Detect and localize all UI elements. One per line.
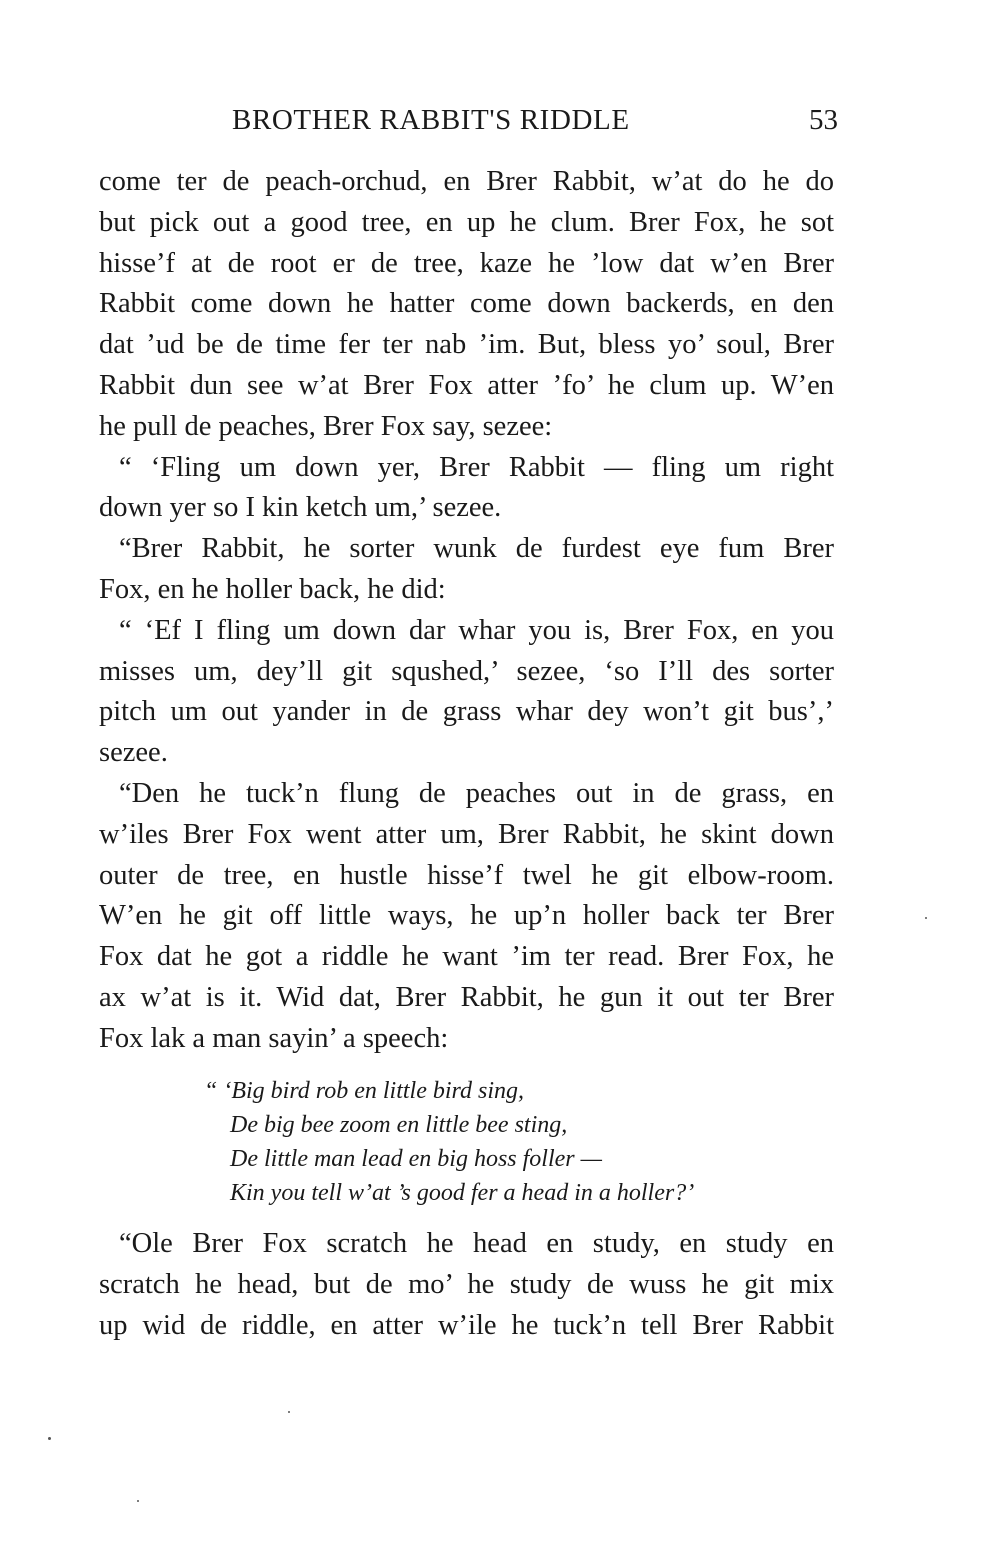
text-line: come ter de peach-orchud, en Brer Rabbit, w’at do he do: [99, 166, 834, 197]
text-line: pitch um out yander in de grass whar dey won’t git bus’,’: [99, 696, 834, 728]
text-line: w’iles Brer Fox went atter um, Brer Rabbit, he skint down: [99, 818, 834, 850]
verse-line: “ ‘Big bird rob en little bird sing,: [204, 1078, 525, 1104]
running-head: [232, 100, 838, 140]
text-line: “Ole Brer Fox scratch he head en study, en study en: [119, 1228, 834, 1259]
text-line: down yer so I kin ketch um,’ sezee.: [99, 492, 502, 524]
text-line: “ ‘Fling um down yer, Brer Rabbit — fling um right: [119, 451, 834, 483]
text-line: W’en he git off little ways, he up’n holler back ter Brer: [99, 900, 834, 932]
text-line: “ ‘Ef I fling um down dar whar you is, Brer Fox, en you: [119, 614, 834, 646]
text-line: dat ’ud be de time fer ter nab ’im. But, bless yo’ soul, Brer: [99, 329, 834, 361]
running-title: BROTHER RABBIT'S RIDDLE: [232, 104, 630, 136]
text-line: Rabbit dun see w’at Brer Fox atter ’fo’ he clum up. W’en: [99, 369, 834, 401]
text-line: Fox, en he holler back, he did:: [99, 573, 446, 605]
closing-text: [99, 1224, 834, 1346]
text-line: misses um, dey’ll git squshed,’ sezee, ‘so I’ll des sorter: [99, 655, 834, 687]
scan-speck: [288, 1411, 290, 1413]
text-line: scratch he head, but de mo’ he study de wuss he git mix: [99, 1268, 834, 1300]
text-line: up wid de riddle, en atter w’ile he tuck’n tell Brer Rabbit: [99, 1309, 834, 1341]
scan-speck: [137, 1500, 139, 1502]
page-number: 53: [809, 104, 838, 136]
scan-speck: [925, 917, 927, 919]
text-line: he pull de peaches, Brer Fox say, sezee:: [99, 410, 553, 442]
text-line: hisse’f at de root er de tree, kaze he ’low dat w’en Brer: [99, 247, 834, 279]
scan-speck: [48, 1437, 51, 1440]
verse-line: De big bee zoom en little bee sting,: [230, 1112, 568, 1138]
text-line: Rabbit come down he hatter come down backerds, en den: [99, 288, 834, 320]
riddle-verse: [204, 1074, 804, 1210]
text-line: outer de tree, en hustle hisse’f twel he git elbow-room.: [99, 859, 834, 891]
verse-line: De little man lead en big hoss foller —: [230, 1146, 602, 1172]
text-line: ax w’at is it. Wid dat, Brer Rabbit, he gun it out ter Brer: [99, 981, 834, 1013]
text-line: but pick out a good tree, en up he clum. Brer Fox, he sot: [99, 206, 834, 238]
text-line: Fox lak a man sayin’ a speech:: [99, 1022, 449, 1054]
text-line: “Den he tuck’n flung de peaches out in de grass, en: [119, 777, 834, 809]
main-text: [99, 162, 834, 1060]
text-line: Fox dat he got a riddle he want ’im ter read. Brer Fox, he: [99, 941, 834, 973]
text-line: “Brer Rabbit, he sorter wunk de furdest eye fum Brer: [119, 533, 834, 565]
verse-line: Kin you tell w’at ’s good fer a head in a holler?’: [230, 1180, 695, 1206]
text-line: sezee.: [99, 737, 168, 769]
